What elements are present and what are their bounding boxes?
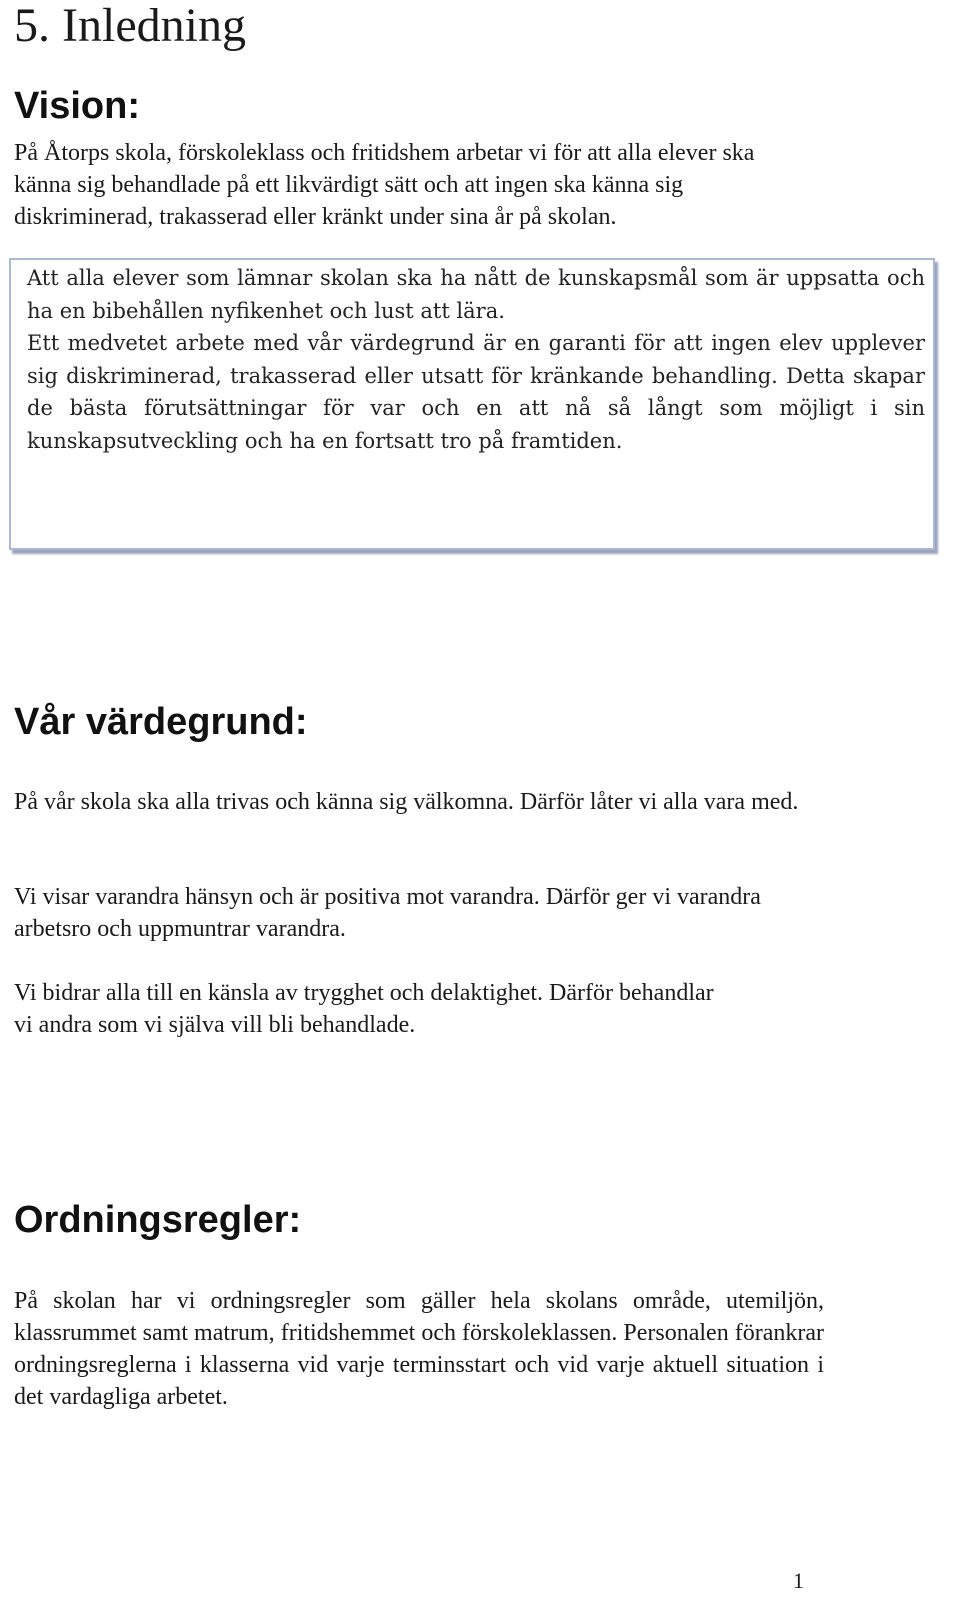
page-number: 1 bbox=[793, 1568, 804, 1593]
vision-box-paragraph-2: Ett medvetet arbete med vår värdegrund är en garanti för att ingen elev upplever sig diskriminerad, trakasserad eller utsatt för kränkande behandling. Detta skapar de bästa förutsättningar för var och en att nå så långt som möjligt i sin kunskapsutveckling och ha en fortsatt tro på framtiden. bbox=[27, 331, 925, 453]
vardegrund-paragraph-2: Vi visar varandra hänsyn och är positiva mot varandra. Därför ger vi varandra arbetsro och uppmuntrar varandra. bbox=[14, 884, 761, 942]
page-title: 5. Inledning bbox=[14, 0, 246, 52]
vardegrund-paragraph-3: Vi bidrar alla till en känsla av trygghet och delaktighet. Därför behandlar vi andra som vi själva vill bli behandlade. bbox=[14, 980, 714, 1038]
vision-heading: Vision: bbox=[14, 85, 140, 127]
vision-statement-box bbox=[9, 258, 935, 550]
vision-intro-paragraph: På Åtorps skola, förskoleklass och fritidshem arbetar vi för att alla elever ska känna sig behandlade på ett likvärdigt sätt och att ingen ska känna sig diskriminerad, trakasserad eller kränkt under sina år på skolan. bbox=[14, 140, 755, 230]
vision-box-paragraph-1: Att alla elever som lämnar skolan ska ha nått de kunskapsmål som är uppsatta och ha en bibehållen nyfikenhet och lust att lära. bbox=[27, 266, 925, 323]
ordningsregler-paragraph: På skolan har vi ordningsregler som gäller hela skolans område, utemiljön, klassrummet samt matrum, fritidshemmet och förskoleklassen. Personalen förankrar ordningsreglerna i klasserna vid varje terminsstart och vid varje aktuell situation i det vardagliga arbetet. bbox=[14, 1288, 824, 1410]
vardegrund-heading: Vår värdegrund: bbox=[14, 701, 308, 743]
vardegrund-paragraph-1: På vår skola ska alla trivas och känna sig välkomna. Därför låter vi alla vara med. bbox=[14, 789, 799, 815]
ordningsregler-heading: Ordningsregler: bbox=[14, 1199, 302, 1241]
vision-box-text bbox=[27, 262, 925, 457]
